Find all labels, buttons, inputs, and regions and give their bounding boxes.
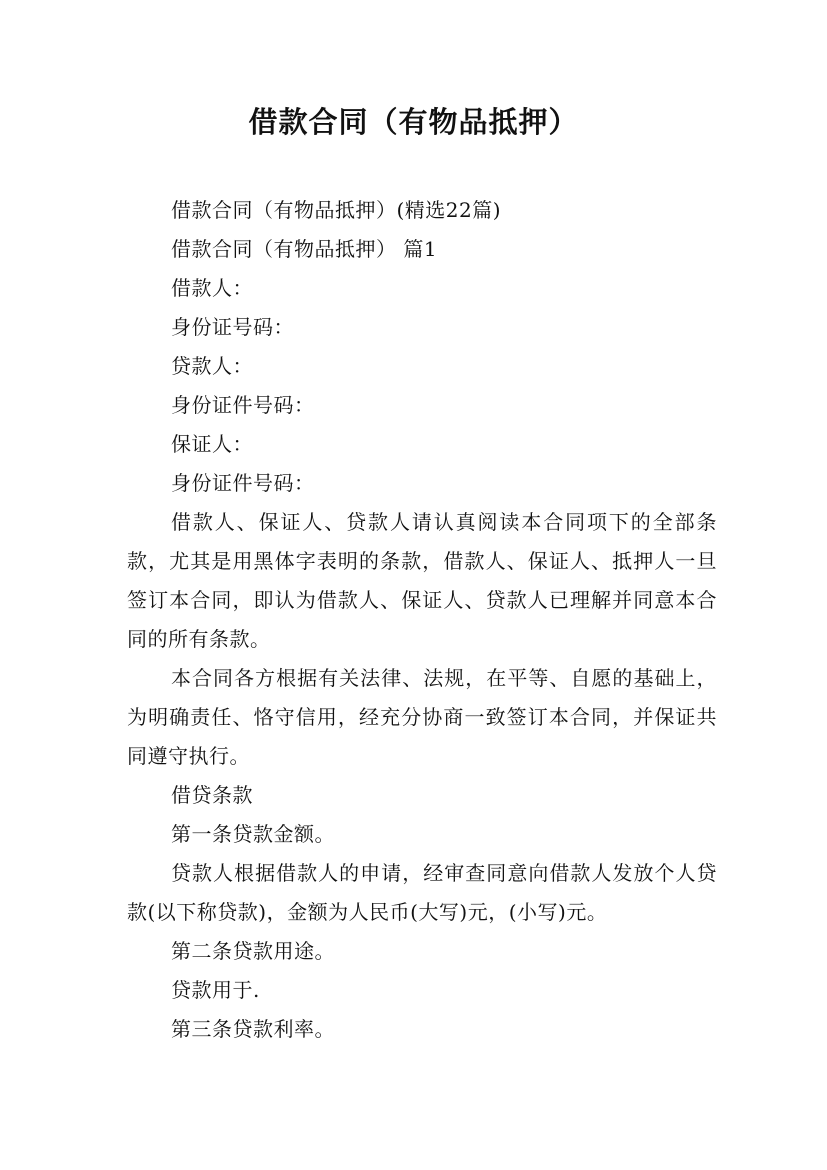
paragraph-article-1-body: 贷款人根据借款人的申请，经审查同意向借款人发放个人贷款(以下称贷款)，金额为人民币(大写)元，(小写)元。: [127, 861, 717, 924]
paragraph-preamble: 本合同各方根据有关法律、法规，在平等、自愿的基础上，为明确责任、恪守信用，经充分协商一致签订本合同，并保证共同遵守执行。: [127, 666, 717, 768]
paragraph-loan-terms-heading: 借贷条款: [171, 783, 253, 807]
document-body: [127, 191, 717, 1049]
paragraph-notice: 借款人、保证人、贷款人请认真阅读本合同项下的全部条款，尤其是用黑体字表明的条款，借款人、保证人、抵押人一旦签订本合同，即认为借款人、保证人、贷款人已理解并同意本合同的所有条款。: [127, 510, 717, 651]
paragraph-section-heading: 借款合同（有物品抵押） 篇1: [171, 237, 438, 261]
paragraph-guarantor: 保证人：: [171, 432, 253, 456]
document-title: 借款合同（有物品抵押）: [248, 105, 579, 139]
paragraph-article-2-body: 贷款用于.: [171, 978, 260, 1002]
paragraph-borrower: 借款人：: [171, 276, 253, 300]
paragraph-article-1-heading: 第一条贷款金额。: [171, 822, 335, 846]
paragraph-borrower-id: 身份证号码：: [171, 315, 294, 339]
paragraph-subtitle: 借款合同（有物品抵押）(精选22篇): [171, 198, 502, 222]
paragraph-article-3-heading: 第三条贷款利率。: [171, 1017, 335, 1041]
paragraph-lender: 贷款人：: [171, 354, 253, 378]
paragraph-lender-id: 身份证件号码：: [171, 393, 315, 417]
paragraph-article-2-heading: 第二条贷款用途。: [171, 939, 335, 963]
paragraph-guarantor-id: 身份证件号码：: [171, 471, 315, 495]
